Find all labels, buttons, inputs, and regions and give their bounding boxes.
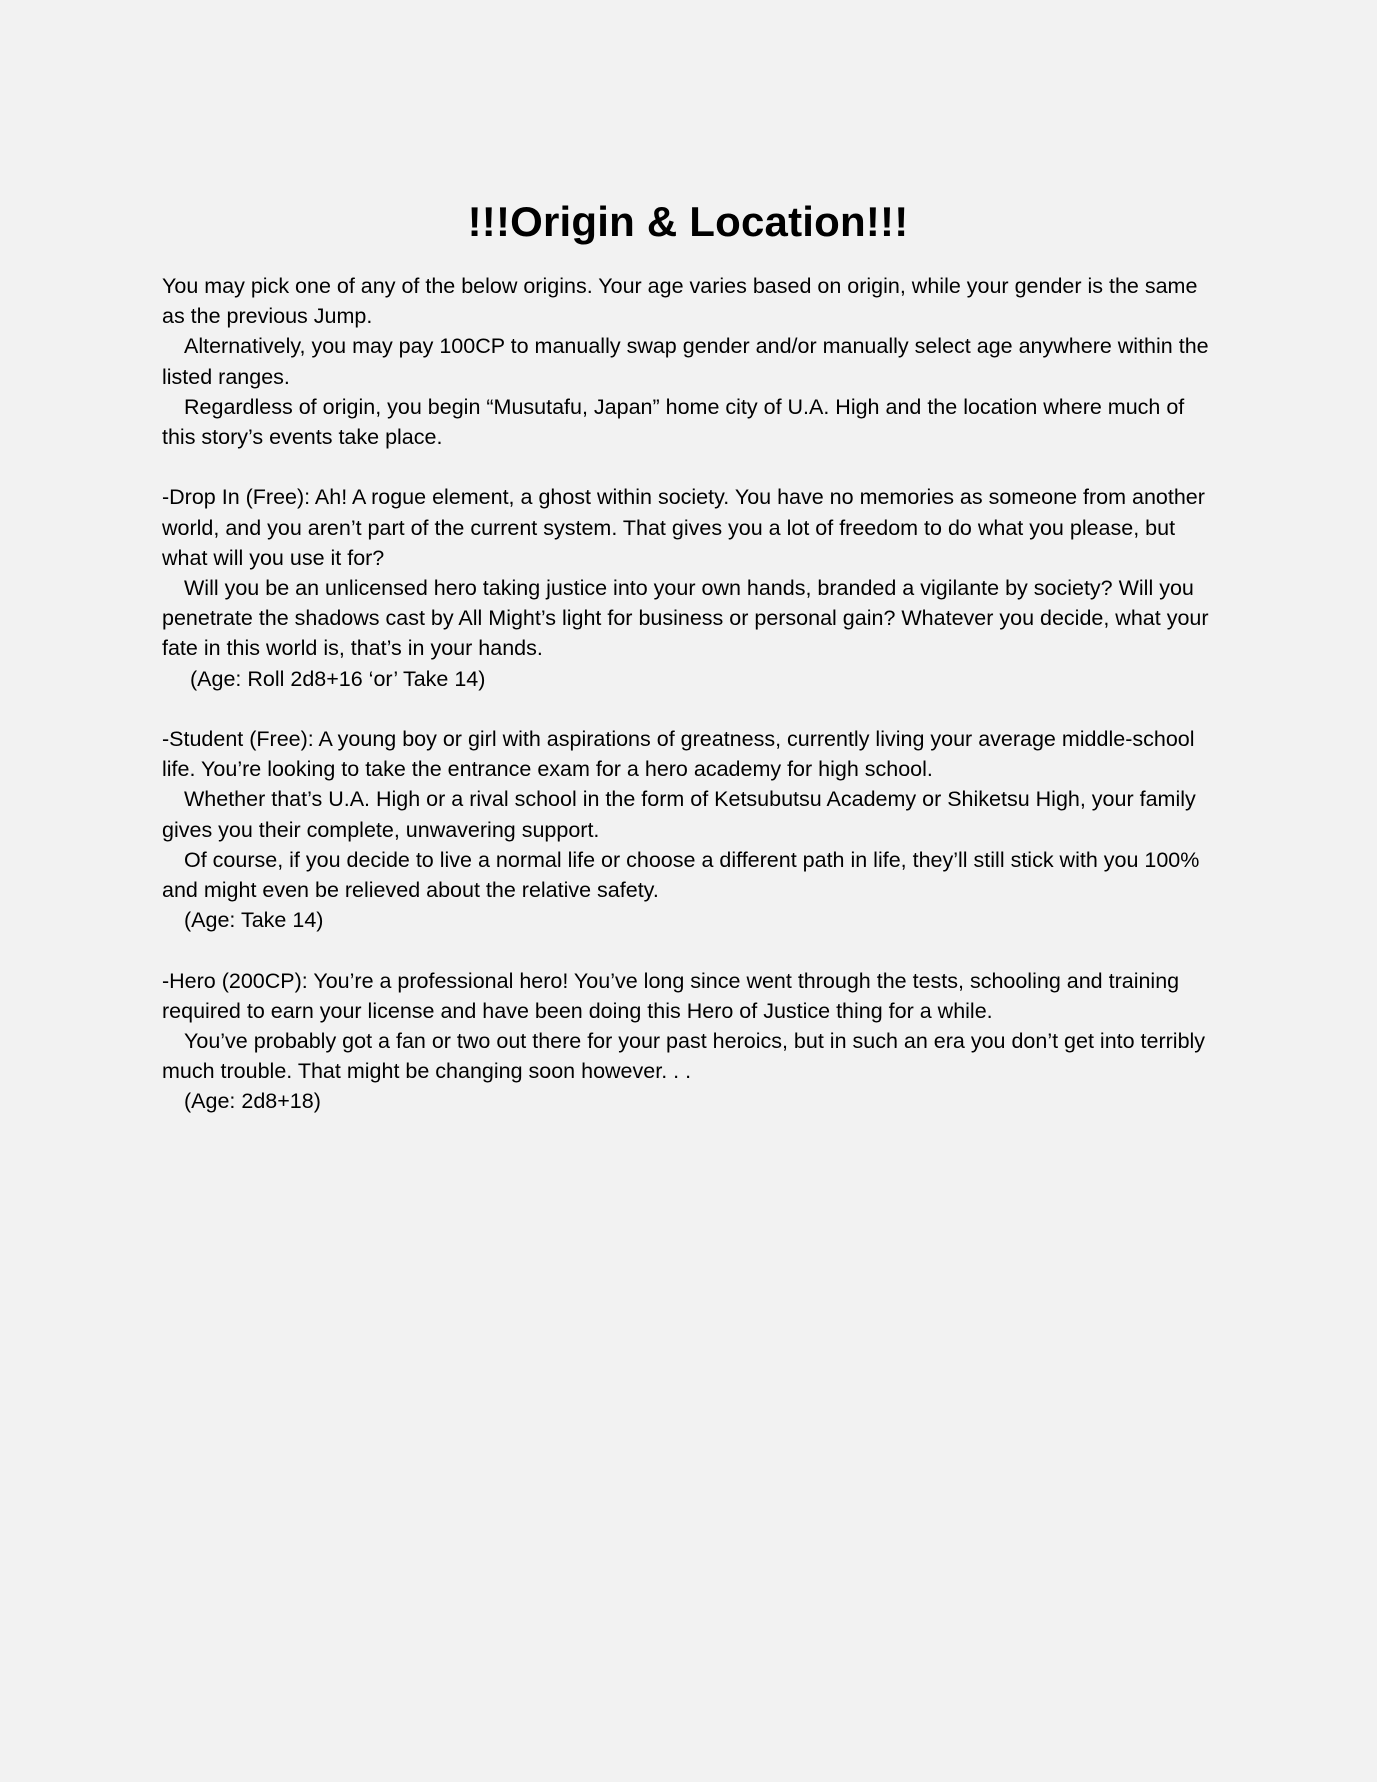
- student-origin-paragraph: Of course, if you decide to live a normal life or choose a different path in life, they’ll still stick with you 100% and might even be relieved about the relative safety.: [162, 847, 1206, 903]
- intro-paragraph: Regardless of origin, you begin “Musutafu, Japan” home city of U.A. High and the location where much of this story’s events take place.: [162, 394, 1191, 450]
- drop-in-age: (Age: Roll 2d8+16 ‘or’ Take 14): [190, 666, 486, 691]
- drop-in-origin-paragraph: Will you be an unlicensed hero taking justice into your own hands, branded a vigilante by society? Will you penetrate the shadows cast by All Might’s light for business or personal gain? Whatever you decide, what your fate in this world is, that’s in your hands.: [162, 576, 1215, 661]
- student-age: (Age: Take 14): [184, 908, 324, 933]
- document-body: [162, 271, 1214, 1117]
- paragraph-gap: [162, 694, 1214, 724]
- paragraph-gap: [162, 452, 1214, 482]
- page-title: !!!Origin & Location!!!: [467, 198, 909, 245]
- student-origin-paragraph: Whether that’s U.A. High or a rival school in the form of Ketsubutsu Academy or Shiketsu High, your family gives you their complete, unwavering support.: [162, 787, 1202, 842]
- intro-paragraph: Alternatively, you may pay 100CP to manually swap gender and/or manually select age anywhere within the listed ranges.: [162, 334, 1215, 389]
- hero-origin-paragraph: -Hero (200CP): You’re a professional hero! You’ve long since went through the tests, schooling and training required to earn your license and have been doing this Hero of Justice thing for a while.: [162, 968, 1186, 1023]
- hero-origin-paragraph: You’ve probably got a fan or two out there for your past heroics, but in such an era you don’t get into terribly much trouble. That might be changing soon however. . .: [162, 1029, 1212, 1084]
- document-page: [162, 194, 1214, 1117]
- hero-age: (Age: 2d8+18): [184, 1089, 321, 1114]
- intro-paragraph: You may pick one of any of the below origins. Your age varies based on origin, while your gender is the same as the previous Jump.: [162, 274, 1204, 329]
- student-origin-paragraph: -Student (Free): A young boy or girl with aspirations of greatness, currently living your average middle-school life. You’re looking to take the entrance exam for a hero academy for high school.: [162, 727, 1201, 782]
- paragraph-gap: [162, 935, 1214, 965]
- drop-in-origin-paragraph: -Drop In (Free): Ah! A rogue element, a ghost within society. You have no memories as someone from another world, and you aren’t part of the current system. That gives you a lot of freedom to do what you please, but what will you use it for?: [162, 485, 1211, 570]
